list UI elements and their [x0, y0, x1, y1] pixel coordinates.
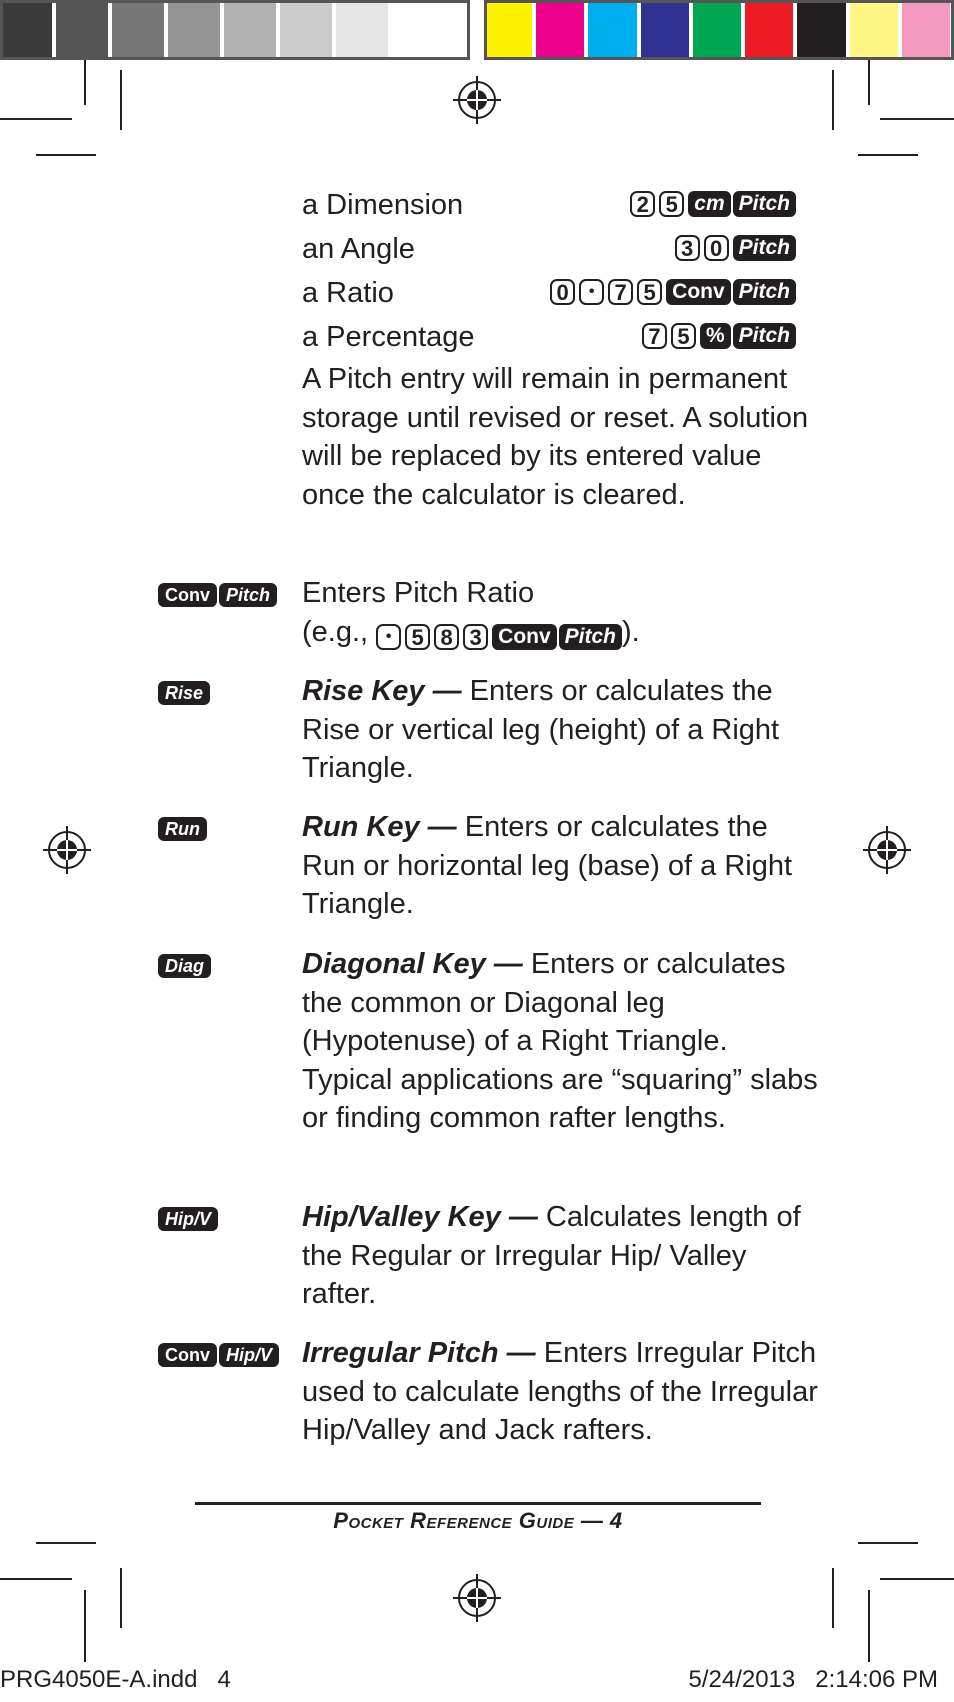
crop-mark — [120, 70, 122, 130]
irregular-pitch-description — [302, 1334, 822, 1450]
crop-mark — [120, 1568, 122, 1628]
run-description — [302, 808, 822, 924]
pitch-example-label: a Percentage — [302, 321, 475, 353]
pitch-key: Pitch — [733, 191, 796, 217]
crop-mark — [880, 118, 954, 120]
rise-lead: Rise Key — — [302, 675, 462, 707]
digit-key: 5 — [405, 624, 430, 650]
greyscale-bar-frame — [0, 0, 470, 60]
run-lead: Run Key — — [302, 811, 457, 843]
cm-key: cm — [688, 191, 730, 217]
slug-datetime: 5/24/2013 2:14:06 PM — [688, 1666, 938, 1693]
decimal-point-key: • — [376, 624, 401, 650]
irregular-lead: Irregular Pitch — — [302, 1337, 536, 1369]
hipv-text: Calculates length of the Regular or Irregular Hip/ Valley rafter. — [302, 1201, 801, 1310]
run-key: Run — [158, 817, 207, 841]
conv-pitch-text: Enters Pitch Ratio — [302, 577, 535, 609]
conv-key: Conv — [158, 583, 217, 607]
slug-filename: PRG4050E-A.indd 4 — [0, 1666, 231, 1693]
crop-mark — [858, 154, 918, 156]
example-prefix: (e.g., — [302, 615, 377, 648]
diag-key: Diag — [158, 954, 211, 978]
digit-key: 7 — [642, 323, 667, 349]
digit-key: 5 — [671, 323, 696, 349]
digit-key: 3 — [675, 235, 700, 261]
irregular-pitch-keys — [158, 1343, 279, 1367]
pitch-example-label: a Dimension — [302, 189, 464, 221]
hipv-lead: Hip/Valley Key — — [302, 1201, 538, 1233]
registration-mark-icon — [453, 76, 501, 124]
rise-text: Enters or calculates the Rise or vertical leg (height) of a Right Triangle. — [302, 675, 780, 784]
pitch-key: Pitch — [219, 583, 277, 607]
hipv-description — [302, 1198, 822, 1314]
run-key-badge — [158, 817, 207, 841]
crop-mark — [832, 1568, 834, 1628]
digit-key: 7 — [608, 279, 633, 305]
conv-pitch-description — [302, 574, 822, 651]
pitch-key: Pitch — [733, 279, 796, 305]
crop-mark — [0, 118, 72, 120]
color-bar-frame — [484, 0, 954, 60]
conv-pitch-keys — [158, 583, 277, 607]
registration-mark-icon — [43, 826, 91, 874]
pitch-example-keys — [642, 323, 796, 349]
example-suffix: ). — [622, 615, 640, 648]
digit-key: 0 — [704, 235, 729, 261]
irregular-text: Enters Irregular Pitch used to calculate lengths of the Irregular Hip/Valley and Jack rafters. — [302, 1337, 818, 1446]
registration-mark-icon — [863, 826, 911, 874]
rise-description — [302, 672, 822, 788]
registration-mark-icon — [453, 1574, 501, 1622]
diag-text: Enters or calculates the common or Diagonal leg (Hypotenuse) of a Right Triangle. Typical applications are “squaring” slabs or finding common rafter lengths. — [302, 948, 818, 1134]
crop-mark — [858, 1542, 918, 1544]
footer-rule — [195, 1502, 761, 1505]
conv-key: Conv — [666, 279, 731, 305]
diag-lead: Diagonal Key — — [302, 948, 523, 980]
crop-mark — [36, 1542, 96, 1544]
crop-mark — [868, 1590, 870, 1662]
crop-mark — [868, 60, 870, 105]
rise-key: Rise — [158, 681, 210, 705]
page-footer: Pocket Reference Guide — 4 — [333, 1508, 623, 1533]
hip-valley-key: Hip/V — [219, 1343, 279, 1367]
rise-key-badge — [158, 681, 210, 705]
conv-key: Conv — [158, 1343, 217, 1367]
pitch-example-keys — [675, 235, 796, 261]
crop-mark — [880, 1578, 954, 1580]
crop-mark — [84, 1590, 86, 1662]
digit-key: 2 — [630, 191, 655, 217]
decimal-point-key: • — [579, 279, 604, 305]
pitch-key: Pitch — [559, 624, 622, 650]
pitch-example-keys — [630, 191, 796, 217]
hipv-key-badge — [158, 1207, 218, 1231]
digit-key: 3 — [463, 624, 488, 650]
pitch-example-keys — [550, 279, 796, 305]
pitch-key: Pitch — [733, 235, 796, 261]
hip-valley-key: Hip/V — [158, 1207, 218, 1231]
crop-mark — [832, 70, 834, 130]
crop-mark — [36, 154, 96, 156]
pitch-storage-note: A Pitch entry will remain in permanent storage until revised or reset. A solution will be replaced by its entered value once the calculator is cleared. — [302, 363, 809, 511]
digit-key: 8 — [434, 624, 459, 650]
pitch-example-label: a Ratio — [302, 277, 394, 309]
percent-key: % — [700, 323, 731, 349]
pitch-example-label: an Angle — [302, 233, 415, 265]
crop-mark — [84, 60, 86, 105]
diag-key-badge — [158, 954, 211, 978]
digit-key: 5 — [659, 191, 684, 217]
digit-key: 0 — [550, 279, 575, 305]
digit-key: 5 — [637, 279, 662, 305]
conv-key: Conv — [492, 624, 557, 650]
run-text: Enters or calculates the Run or horizontal leg (base) of a Right Triangle. — [302, 811, 793, 920]
diag-description — [302, 945, 822, 1138]
example-keys — [376, 624, 622, 650]
conv-pitch-example — [302, 613, 822, 652]
pitch-key: Pitch — [733, 323, 796, 349]
crop-mark — [0, 1578, 72, 1580]
